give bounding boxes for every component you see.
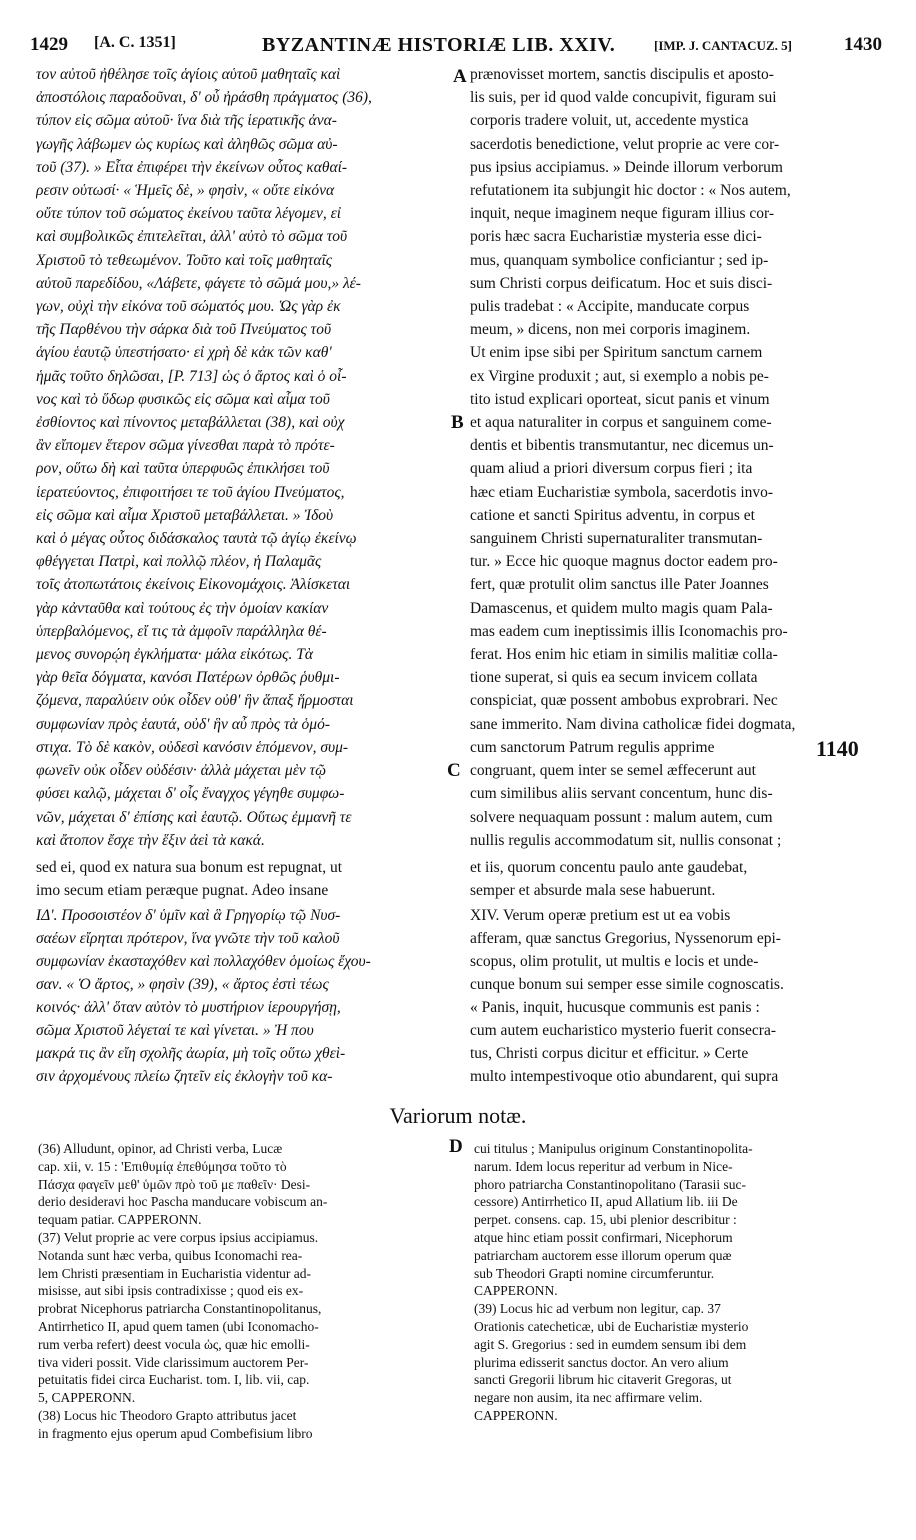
text-line: meum, » dicens, non mei corporis imaginem.	[470, 321, 751, 339]
text-line: fert, quæ protulit olim sanctus ille Pater Joannes	[470, 576, 769, 594]
text-line: tus, Christi corpus dicitur et efficitur. » Certe	[470, 1045, 749, 1062]
text-line: inquit, neque imaginem neque figuram illius cor-	[470, 205, 775, 223]
text-line: narum. Idem locus reperitur ad verbum in Nice-	[474, 1158, 733, 1174]
text-line: solvere nequaquam possunt : malum autem, cum	[470, 808, 773, 826]
text-line: refutationem ita subjungit hic doctor : « Nos autem,	[470, 182, 791, 200]
text-line: καὶ ὁ μέγας οὗτος διδάσκαλος ταυτὰ τῷ ἁγίῳ ἐκείνῳ	[36, 530, 357, 548]
text-line: τύπον εἰς σῶμα αὐτοῦ· ἵνα διὰ τῆς ἱερατικῆς ἀνα-	[36, 112, 337, 130]
text-line: cui titulus ; Manipulus originum Constantinopolita-	[474, 1141, 753, 1156]
text-line: tione superat, si quis ea secum invicem collata	[470, 669, 758, 687]
text-line: corporis tradere voluit, ut, accedente mystica	[470, 112, 749, 130]
text-line: tiva videri possit. Vide clarissimum auctorem Per-	[38, 1354, 309, 1370]
text-line: pulis tradebat : « Accipite, manducate corpus	[470, 298, 750, 316]
text-line: scopus, olim protulit, ut multis e locis et unde-	[470, 953, 759, 970]
text-line: dentis et bibentis transmutantur, nec dicemus un-	[470, 437, 774, 455]
text-line: tequam patiar. CAPPERONN.	[38, 1212, 202, 1228]
text-line: τον αὐτοῦ ἠθέλησε τοῖς ἁγίοις αὑτοῦ μαθηταῖς καὶ	[36, 66, 341, 83]
page-number-right: 1430	[844, 34, 882, 55]
notes-right-column	[474, 1140, 884, 1425]
text-line: σαν. « Ὁ ἄρτος, » φησὶν (39), « ἄρτος ἐστὶ τέως	[36, 976, 329, 993]
page-header	[30, 30, 882, 60]
text-line: ΙΔ'. Προσοιστέον δ' ὑμῖν καὶ ἃ Γρηγορίῳ τῷ Νυσ-	[36, 907, 341, 924]
greek-column-2	[36, 904, 446, 1088]
text-line: γὰρ κἀνταῦθα καὶ τούτους ἐς τὴν ὁμοίαν κακίαν	[36, 599, 329, 617]
text-line: in fragmento ejus operum apud Combefisium libro	[38, 1425, 313, 1441]
text-line: prænovisset mortem, sanctis discipulis et aposto-	[470, 66, 774, 83]
text-line: rum verba refert) deest vocula ὡς, quæ hic emolli-	[38, 1336, 310, 1352]
text-line: (38) Locus hic Theodoro Grapto attributus jacet	[38, 1407, 297, 1423]
text-line: et iis, quorum concentu paulo ante gaudebat,	[470, 859, 748, 876]
text-line: plurima edisserit sanctus doctor. An vero alium	[474, 1354, 729, 1370]
text-line: τοῖς ἀτοπωτάτοις ἐκείνοις Εἰκονομάχοις. Ἁλίσκεται	[36, 576, 351, 594]
text-line: Antirrhetico II, apud quem tamen (ubi Iconomacho-	[38, 1318, 319, 1334]
text-line: νος καὶ τὸ ὕδωρ φυσικῶς εἰς σῶμα καὶ αἷμα τοῦ	[36, 390, 330, 408]
text-line: γὰρ θεῖα δόγματα, κανόσι Πατέρων ὀρθῶς ῥυθμι-	[36, 669, 340, 687]
text-line: congruant, quem inter se semel æffecerunt aut	[470, 762, 756, 780]
text-line: perpet. consens. cap. 15, ubi plenior describitur :	[474, 1212, 737, 1228]
text-line: hæc etiam Eucharistiæ symbola, sacerdotis invo-	[470, 483, 774, 501]
text-line: cum similibus aliis servant concentum, hunc dis-	[470, 785, 773, 803]
text-line: sane immerito. Nam divina catholicæ fidei dogmata,	[470, 715, 796, 733]
text-line: συμφωνίαν ἑκασταχόθεν καὶ πολλαχόθεν ὁμοίως ἔχου-	[36, 953, 371, 970]
text-line: catione et sancti Spiritus adventu, in corpus et	[470, 506, 755, 524]
text-line: quam aliud a priori diversum corpus fieri ; ita	[470, 460, 753, 478]
text-line: μενος συνορῴη ἐγκλήματα· μάλα εἰκότως. Τὰ	[36, 646, 313, 664]
text-line: XIV. Verum operæ pretium est ut ea vobis	[470, 907, 731, 924]
greek-column	[36, 63, 446, 852]
text-line: Notanda sunt hæc verba, quibus Iconomachi rea-	[38, 1247, 303, 1263]
text-line: ἱερατεύοντος, ἐπιφοιτήσει τε τοῦ ἁγίου Πνεύματος,	[36, 483, 345, 501]
text-line: CAPPERONN.	[474, 1283, 558, 1299]
text-line: cum sanctorum Patrum regulis apprime	[470, 738, 715, 756]
text-line: (36) Alludunt, opinor, ad Christi verba, Lucæ	[38, 1141, 283, 1156]
text-line: sed ei, quod ex natura sua bonum est repugnat, ut	[36, 859, 343, 876]
continuation-left	[36, 856, 466, 902]
text-line: νῶν, μάχεται δ' ἐπίσης καὶ ἑαυτῷ. Οὕτως ἐμμανῆ τε	[36, 808, 352, 826]
text-line: phoro patriarcha Constantinopolitano (Tarasii suc-	[474, 1176, 746, 1192]
text-line: mus, quanquam symbolice conficiantur ; sed ip-	[470, 251, 769, 269]
text-line: semper et absurde mala sese habuerunt.	[470, 882, 716, 899]
latin-column-2	[470, 904, 880, 1088]
text-line: probrat Nicephorus patriarcha Constantinopolitanus,	[38, 1301, 322, 1317]
text-line: τῆς Παρθένου τὴν σάρκα διὰ τοῦ Πνεύματος τοῦ	[36, 321, 332, 339]
text-line: φύσει καλῷ, μάχεται δ' οἷς ἔναγχος γέγηθε συμφω-	[36, 785, 345, 803]
text-line: cap. xii, v. 15 : 'Επιθυμίᾳ ἐπεθύμησα τοῦτο τὸ	[38, 1158, 287, 1174]
text-line: cum autem eucharistico mysterio fuerit consecra-	[470, 1022, 776, 1039]
text-line: σαέων εἴρηται πρότερον, ἵνα γνῶτε τὴν τοῦ καλοῦ	[36, 930, 340, 947]
text-line: ζόμενα, παραλύειν οὐκ οἶδεν οὐθ' ἣν ἅπαξ ἥρμοσται	[36, 692, 354, 710]
text-line: γωγῆς λάβωμεν ὡς κυρίως καὶ ἀληθῶς σῶμα αὐ-	[36, 135, 338, 153]
page-number-left: 1429	[30, 34, 68, 55]
text-line: ρον, οὕτω δὴ καὶ ταῦτα ὑπερφυῶς ἐπικλήσει τοῦ	[36, 460, 330, 478]
text-line: φωνεῖν οὐκ οἶδεν οὐδέσιν· ἀλλὰ μάχεται μὲν τῷ	[36, 762, 327, 780]
text-line: conspiciat, quæ possent ambobus exprobrari. Nec	[470, 692, 778, 710]
notes-heading: Variorum notæ.	[389, 1103, 527, 1128]
text-line: ρεσιν οὑτωσί· « Ἡμεῖς δὲ, » φησὶν, « οὔτε εἰκόνα	[36, 182, 335, 200]
column-number: 1140	[816, 736, 859, 761]
text-line: σῶμα Χριστοῦ λέγεταί τε καὶ γίνεται. » Ἠ που	[36, 1022, 314, 1039]
text-line: ἁγίου ἑαυτῷ ὑπεστήσατο· εἰ χρὴ δὲ κἀκ τῶν καθ'	[36, 344, 332, 362]
text-line: petuitatis fidei circa Eucharist. tom. I, lib. vii, cap.	[38, 1372, 310, 1388]
text-line: pus ipsius accipiamus. » Deinde illorum verborum	[470, 158, 783, 176]
text-line: ὑπερβαλόμενος, εἴ τις τὰ ἀμφοῖν παράλληλα θέ-	[36, 622, 327, 640]
latin-column	[470, 63, 880, 852]
text-line: Ut enim ipse sibi per Spiritum sanctum carnem	[470, 344, 763, 362]
text-line: « Panis, inquit, hucusque communis est panis :	[470, 999, 760, 1016]
margin-marker-d: D	[449, 1136, 463, 1157]
text-line: καὶ ἄτοπον ἔσχε τὴν ἕξιν ἀεὶ τὰ κακά.	[36, 831, 265, 849]
text-line: σιν ἀρχομένους πλείω ζητεῖν εἰς ἐκλογὴν τοῦ κα-	[36, 1068, 333, 1085]
text-line: sum Christi corpus deificatum. Hoc et suis disci-	[470, 274, 773, 292]
text-line: συμφωνίαν πρὸς ἑαυτά, οὐδ' ἣν αὖ πρὸς τὰ ὁμό-	[36, 715, 330, 733]
text-line: sub Theodori Grapti nomine circumferuntur.	[474, 1265, 715, 1281]
text-line: καὶ συμβολικῶς ἐπιτελεῖται, ἀλλ' αὐτὸ τὸ σῶμα τοῦ	[36, 228, 348, 246]
text-line: tito istud explicari oporteat, sicut panis et vinum	[470, 390, 770, 408]
text-line: γων, οὐχὶ τὴν εἰκόνα τοῦ σώματός μου. Ὡς γὰρ ἐκ	[36, 298, 341, 316]
text-line: mas eadem cum ineptissimis illis Iconomachis pro-	[470, 622, 788, 640]
text-line: μακρά τις ἂν εἴη σχολῆς ἀωρία, μὴ τοῖς οὕτω χθεὶ-	[36, 1045, 346, 1062]
notes-left-column	[38, 1140, 448, 1443]
text-line: sacerdotis benedictione, velut proprie ac vere cor-	[470, 135, 780, 153]
text-line: derio desideravi hoc Pascha manducare vobiscum an-	[38, 1194, 328, 1210]
text-line: ferat. Hos enim hic etiam in similis malitiæ colla-	[470, 646, 778, 664]
emperor-label: [IMP. J. CANTACUZ. 5]	[654, 38, 792, 53]
text-line: ἀποστόλοις παραδοῦναι, δ' οὗ ἠράσθη πράγματος (36),	[36, 89, 372, 107]
margin-marker-b: B	[451, 412, 464, 433]
text-line: ἐσθίοντος καὶ πίνοντος μεταβάλλεται (38), καὶ οὐχ	[36, 414, 345, 432]
text-line: agit S. Gregorius : sed in eumdem sensum ibi dem	[474, 1336, 747, 1352]
text-line: (39) Locus hic ad verbum non legitur, cap. 37	[474, 1301, 721, 1317]
text-line: Πάσχα φαγεῖν μεθ' ὑμῶν πρὸ τοῦ με παθεῖν· Desi-	[38, 1176, 311, 1192]
text-line: sanguinem Christi supernaturaliter transmutan-	[470, 530, 763, 548]
date-label: [A. C. 1351]	[94, 34, 176, 51]
text-line: et aqua naturaliter in corpus et sanguinem come-	[470, 414, 772, 432]
text-line: afferam, quæ sanctus Gregorius, Nyssenorum epi-	[470, 930, 781, 947]
text-line: patriarcham auctorem esse illorum operum quæ	[474, 1247, 732, 1263]
running-title: BYZANTINÆ HISTORIÆ LIB. XXIV.	[262, 34, 616, 56]
margin-marker-c: C	[447, 760, 461, 781]
text-line: κοινός· ἀλλ' ὅταν αὐτὸν τὸ μυστήριον ἱερουργήσῃ,	[36, 999, 341, 1016]
text-line: (37) Velut proprie ac vere corpus ipsius accipiamus.	[38, 1229, 319, 1245]
text-line: CAPPERONN.	[474, 1407, 558, 1423]
text-line: lis suis, per id quod valde concupivit, figuram sui	[470, 89, 777, 107]
text-line: atque hinc etiam possit confirmari, Nicephorum	[474, 1229, 733, 1245]
text-line: Orationis catecheticæ, ubi de Eucharistiæ mysterio	[474, 1318, 749, 1334]
text-line: ἡμᾶς τοῦτο δηλῶσαι, [P. 713] ὡς ὁ ἄρτος καὶ ὁ οἶ-	[36, 367, 347, 385]
text-line: cessore) Antirrhetico II, apud Allatium lib. iii De	[474, 1194, 738, 1210]
text-line: φθέγγεται Πατρὶ, καὶ πολλῷ πλέον, ἡ Παλαμᾶς	[36, 553, 322, 571]
text-line: εἰς σῶμα καὶ αἷμα Χριστοῦ μεταβάλλεται. » Ἰδοὺ	[36, 506, 334, 524]
text-line: sancti Gregorii librum hic citaverit Gregoras, ut	[474, 1372, 732, 1388]
text-line: Χριστοῦ τὸ τεθεωμένον. Τοῦτο καὶ τοῖς μαθηταῖς	[36, 251, 333, 269]
continuation-right	[470, 856, 880, 902]
text-line: poris hæc sacra Eucharistiæ mysteria esse dici-	[470, 228, 762, 246]
margin-marker-a: A	[453, 66, 467, 87]
text-line: negare non ausim, ita nec affirmare velim.	[474, 1390, 703, 1406]
text-line: imo secum etiam peræque pugnat. Adeo insane	[36, 882, 329, 899]
text-line: ἂν εἴπομεν ἕτερον σῶμα γίνεσθαι παρὰ τὸ πρότε-	[36, 437, 335, 455]
text-line: multo intempestivoque otio abundarent, qui supra	[470, 1068, 779, 1085]
text-line: misisse, aut sibi ipsis contradixisse ; quod eis ex-	[38, 1283, 304, 1299]
text-line: tur. » Ecce hic quoque magnus doctor eadem pro-	[470, 553, 778, 571]
text-line: τοῦ (37). » Εἶτα ἐπιφέρει τὴν ἐκείνων οὗτος καθαί-	[36, 158, 348, 176]
text-line: Damascenus, et quidem multo magis quam Pala-	[470, 599, 773, 617]
text-line: ex Virgine produxit ; aut, si exemplo a nobis pe-	[470, 367, 769, 385]
text-line: cunque bonum sui semper esse simile cognoscatis.	[470, 976, 784, 993]
text-line: αὐτοῦ παρεδίδου, «Λάβετε, φάγετε τὸ σῶμά μου,» λέ-	[36, 274, 361, 292]
text-line: nullis regulis accommodatum sit, nullis consonat ;	[470, 831, 782, 849]
text-line: οὔτε τύπον τοῦ σώματος ἐκείνου ταῦτα λέγομεν, εἰ	[36, 205, 341, 223]
text-line: lem Christi præsentiam in Eucharistia videntur ad-	[38, 1265, 311, 1281]
text-line: στιχα. Τὸ δὲ κακὸν, οὐδεσὶ κανόσιν ἑπόμενον, συμ-	[36, 738, 349, 756]
text-line: 5, CAPPERONN.	[38, 1390, 136, 1406]
